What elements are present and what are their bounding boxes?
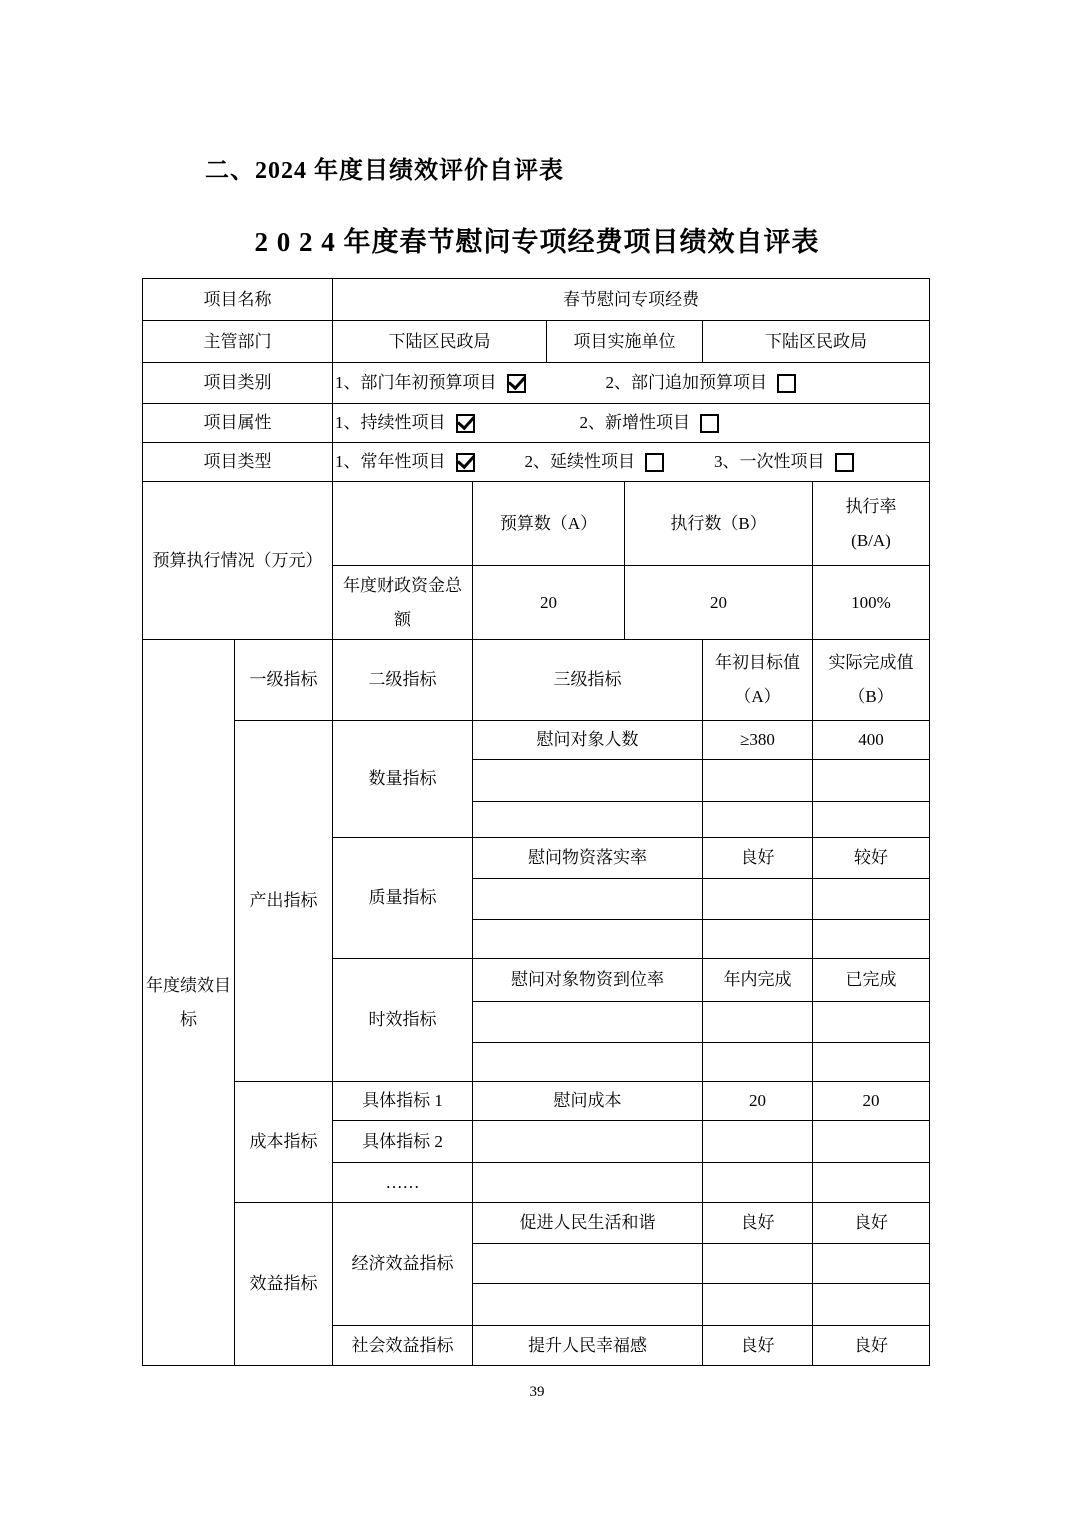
table-row <box>143 279 930 321</box>
actual-value-cell <box>813 802 930 838</box>
target-value-cell <box>703 1121 813 1163</box>
indicator-name-cell: 慰问对象人数 <box>473 721 703 760</box>
project-name-value: 春节慰问专项经费 <box>333 279 930 321</box>
actual-value-cell <box>813 1043 930 1082</box>
level2-header: 二级指标 <box>333 640 473 721</box>
specific-indicator-1-label: 具体指标 1 <box>333 1082 473 1121</box>
exec-rate-header: 执行率 (B/A) <box>813 482 930 566</box>
annual-fund-label: 年度财政资金总额 <box>333 566 473 640</box>
social-benefit-label: 社会效益指标 <box>333 1326 473 1366</box>
category-options <box>333 363 930 404</box>
indicator-name-cell <box>473 760 703 802</box>
indicator-name-cell <box>473 920 703 959</box>
checkbox-icon <box>645 453 664 472</box>
level1-header: 一级指标 <box>235 640 333 721</box>
economic-benefit-label: 经济效益指标 <box>333 1203 473 1326</box>
quantity-indicator-label: 数量指标 <box>333 721 473 838</box>
target-value-cell <box>703 1043 813 1082</box>
table-row <box>143 443 930 482</box>
page-number: 39 <box>529 1384 545 1400</box>
indicator-name-cell <box>473 1244 703 1284</box>
budget-amount-value: 20 <box>473 566 625 640</box>
indicator-name-cell <box>473 1043 703 1082</box>
specific-indicator-2-label: 具体指标 2 <box>333 1121 473 1163</box>
category-label: 项目类别 <box>143 363 333 404</box>
option-text: 1、部门年初预算项目 <box>335 373 497 392</box>
budget-section-label: 预算执行情况（万元） <box>143 482 333 640</box>
level3-header: 三级指标 <box>473 640 703 721</box>
checkbox-icon <box>507 374 526 393</box>
indicator-name-cell: 慰问物资落实率 <box>473 838 703 879</box>
option-text: 1、持续性项目 <box>335 413 446 432</box>
option-text: 2、部门追加预算项目 <box>605 373 767 392</box>
option-text: 3、一次性项目 <box>714 452 825 471</box>
type-option-3 <box>714 445 854 479</box>
type-label: 项目类型 <box>143 443 333 482</box>
indicator-name-cell <box>473 1163 703 1203</box>
indicator-name-cell <box>473 1284 703 1326</box>
target-value-cell <box>703 802 813 838</box>
attribute-label: 项目属性 <box>143 404 333 443</box>
type-options <box>333 443 930 482</box>
indicator-name-cell <box>473 1121 703 1163</box>
target-value-cell: 年内完成 <box>703 959 813 1002</box>
section-heading: 二、2024 年度目绩效评价自评表 <box>205 158 564 184</box>
implementing-unit-value: 下陆区民政局 <box>703 321 930 363</box>
table-row <box>143 404 930 443</box>
table-title: 2 0 2 4 年度春节慰问专项经费项目绩效自评表 <box>254 227 820 257</box>
option-text: 2、延续性项目 <box>524 452 635 471</box>
actual-value-cell <box>813 1284 930 1326</box>
checkbox-icon <box>700 414 719 433</box>
table-row <box>143 1203 930 1244</box>
indicator-name-cell: 促进人民生活和谐 <box>473 1203 703 1244</box>
category-option-2 <box>606 366 797 400</box>
category-option-1 <box>335 366 526 400</box>
output-indicator-label: 产出指标 <box>235 721 333 1082</box>
project-name-label: 项目名称 <box>143 279 333 321</box>
performance-table <box>142 278 930 1366</box>
specific-indicator-more-label: …… <box>333 1163 473 1203</box>
target-value-cell: 20 <box>703 1082 813 1121</box>
target-value-cell <box>703 1284 813 1326</box>
table-row <box>143 640 930 721</box>
table-row <box>143 482 930 566</box>
target-value-cell <box>703 760 813 802</box>
actual-value-cell <box>813 920 930 959</box>
table-row <box>143 363 930 404</box>
budget-empty-cell <box>333 482 473 566</box>
exec-amount-header: 执行数（B） <box>625 482 813 566</box>
actual-value-cell: 较好 <box>813 838 930 879</box>
checkbox-icon <box>777 374 796 393</box>
indicator-name-cell <box>473 802 703 838</box>
actual-value-cell: 良好 <box>813 1326 930 1366</box>
option-text: 2、新增性项目 <box>579 413 690 432</box>
attribute-options <box>333 404 930 443</box>
actual-value-cell <box>813 879 930 920</box>
actual-value-cell <box>813 1244 930 1284</box>
target-value-cell: 良好 <box>703 1326 813 1366</box>
target-value-cell <box>703 920 813 959</box>
department-label: 主管部门 <box>143 321 333 363</box>
target-value-cell: 良好 <box>703 838 813 879</box>
indicator-name-cell: 慰问成本 <box>473 1082 703 1121</box>
checkbox-icon <box>835 453 854 472</box>
cost-indicator-label: 成本指标 <box>235 1082 333 1203</box>
department-value: 下陆区民政局 <box>333 321 547 363</box>
target-value-cell: ≥380 <box>703 721 813 760</box>
actual-header: 实际完成值（B） <box>813 640 930 721</box>
target-value-cell <box>703 1244 813 1284</box>
exec-rate-value: 100% <box>813 566 930 640</box>
actual-value-cell: 400 <box>813 721 930 760</box>
actual-value-cell: 已完成 <box>813 959 930 1002</box>
checkbox-icon <box>456 453 475 472</box>
type-option-1 <box>335 445 475 479</box>
table-row <box>143 721 930 760</box>
budget-amount-header: 预算数（A） <box>473 482 625 566</box>
attribute-option-1 <box>335 406 475 440</box>
target-value-cell <box>703 1002 813 1043</box>
indicator-name-cell: 提升人民幸福感 <box>473 1326 703 1366</box>
actual-value-cell <box>813 760 930 802</box>
target-value-cell: 良好 <box>703 1203 813 1244</box>
indicator-name-cell <box>473 879 703 920</box>
annual-goal-label: 年度绩效目标 <box>143 640 235 1366</box>
actual-value-cell <box>813 1163 930 1203</box>
benefit-indicator-label: 效益指标 <box>235 1203 333 1366</box>
actual-value-cell <box>813 1121 930 1163</box>
exec-amount-value: 20 <box>625 566 813 640</box>
actual-value-cell: 良好 <box>813 1203 930 1244</box>
table-row <box>143 321 930 363</box>
actual-value-cell <box>813 1002 930 1043</box>
implementing-unit-label: 项目实施单位 <box>547 321 703 363</box>
option-text: 1、常年性项目 <box>335 452 446 471</box>
type-option-2 <box>525 445 665 479</box>
attribute-option-2 <box>580 406 720 440</box>
checkbox-icon <box>456 414 475 433</box>
indicator-name-cell <box>473 1002 703 1043</box>
actual-value-cell: 20 <box>813 1082 930 1121</box>
quality-indicator-label: 质量指标 <box>333 838 473 959</box>
timeliness-indicator-label: 时效指标 <box>333 959 473 1082</box>
table-row <box>143 1082 930 1121</box>
target-value-cell <box>703 1163 813 1203</box>
indicator-name-cell: 慰问对象物资到位率 <box>473 959 703 1002</box>
target-value-cell <box>703 879 813 920</box>
target-header: 年初目标值（A） <box>703 640 813 721</box>
